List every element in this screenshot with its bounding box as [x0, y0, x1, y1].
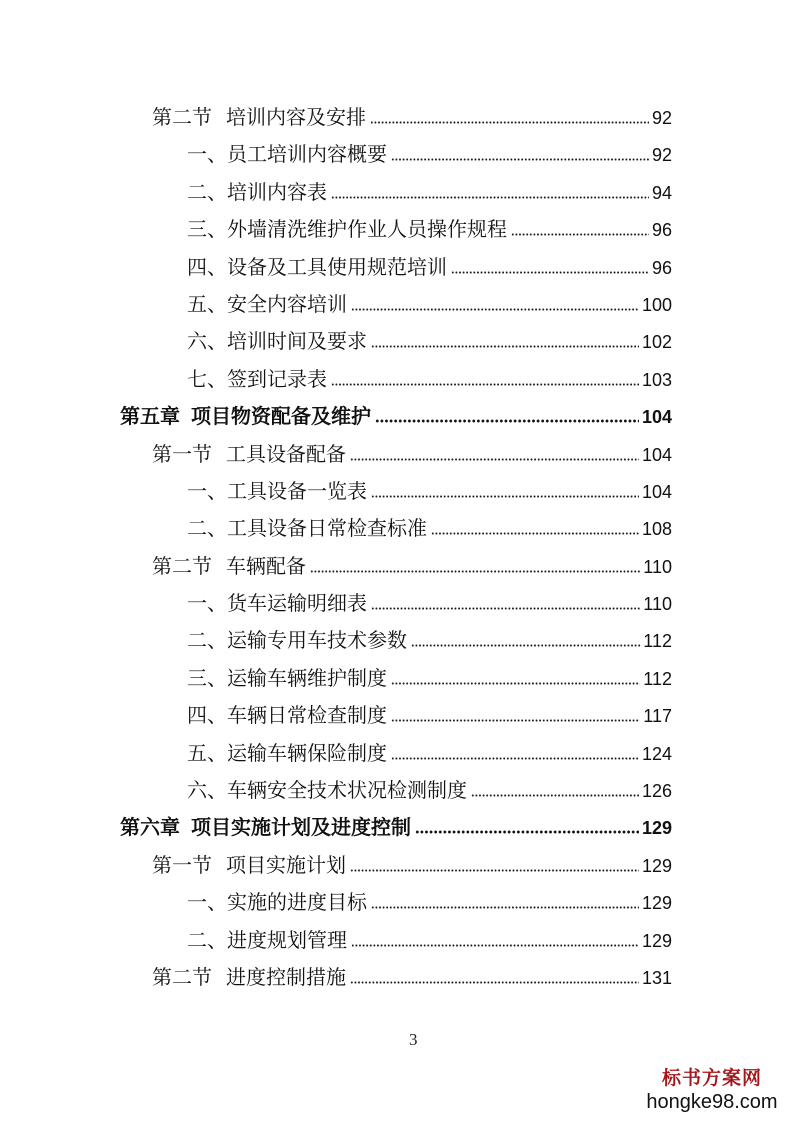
- dot-leader: [511, 233, 649, 236]
- toc-item-entry: [187, 473, 672, 510]
- dot-leader: [391, 719, 640, 722]
- toc-section-entry: [152, 847, 672, 884]
- toc-entry-title: 项目实施计划及进度控制: [191, 815, 411, 840]
- toc-entry-title: 二、运输专用车技术参数: [187, 628, 407, 653]
- toc-entry-page-number: 104: [641, 407, 672, 428]
- toc-entry-title: 二、培训内容表: [187, 179, 327, 204]
- watermark-site: hongke98.com: [646, 1091, 778, 1113]
- dot-leader: [350, 981, 639, 984]
- toc-entry-page-number: 129: [641, 818, 672, 839]
- toc-item-entry: [187, 884, 672, 921]
- toc-entry-label: 第二节: [152, 105, 212, 129]
- toc-item-entry: [187, 136, 672, 173]
- toc-section-entry: [152, 548, 672, 585]
- toc-entry-label: 第一节: [152, 852, 212, 877]
- toc-entry-page-number: 96: [651, 257, 672, 278]
- toc-entry-label: 第六章: [120, 815, 180, 840]
- toc-entry-label: 第二节: [152, 964, 212, 989]
- toc-entry-page-number: 117: [643, 706, 672, 727]
- toc-entry-page-number: 104: [641, 481, 672, 502]
- toc-item-entry: [187, 286, 672, 323]
- toc-entry-page-number: 108: [641, 519, 672, 540]
- dot-leader: [415, 830, 639, 834]
- toc-entry-title: 项目物资配备及维护: [191, 404, 371, 429]
- toc-entry-title: 四、车辆日常检查制度: [187, 703, 387, 728]
- toc-entry-title: 二、进度规划管理: [187, 927, 347, 952]
- toc-chapter-entry: [120, 809, 672, 846]
- toc-entry-title: 二、工具设备日常检查标准: [187, 516, 427, 541]
- toc-entry-title: 三、外墙清洗维护作业人员操作规程: [187, 217, 507, 242]
- dot-leader: [310, 570, 640, 573]
- dot-leader: [351, 944, 639, 947]
- toc-section-entry: [152, 99, 672, 136]
- toc-item-entry: [187, 323, 672, 360]
- toc-entry-label: 第二节: [152, 553, 212, 578]
- dot-leader: [370, 121, 649, 124]
- toc-chapter-entry: [120, 398, 672, 435]
- toc-entry-page-number: 112: [643, 631, 672, 652]
- toc-entry-page-number: 126: [641, 781, 672, 802]
- toc-entry-title: 一、货车运输明细表: [187, 591, 367, 616]
- toc-entry-label: 第五章: [120, 404, 180, 429]
- toc-entry-page-number: 110: [643, 556, 672, 577]
- toc-entry-page-number: 92: [651, 145, 672, 166]
- toc-item-entry: [187, 211, 672, 248]
- toc-entry-page-number: 112: [643, 668, 672, 689]
- toc-entry-title: 一、实施的进度目标: [187, 890, 367, 915]
- dot-leader: [371, 495, 639, 498]
- toc-entry-page-number: 129: [641, 855, 672, 876]
- toc-item-entry: [187, 697, 672, 734]
- site-watermark: [642, 1066, 782, 1114]
- toc-item-entry: [187, 622, 672, 659]
- toc-section-entry: [152, 959, 672, 996]
- dot-leader: [350, 869, 639, 872]
- toc-entry-page-number: 96: [651, 220, 672, 241]
- dot-leader: [451, 271, 649, 274]
- toc-item-entry: [187, 585, 672, 622]
- toc-item-entry: [187, 174, 672, 211]
- dot-leader: [371, 607, 640, 610]
- toc-item-entry: [187, 735, 672, 772]
- toc-entry-page-number: 129: [641, 893, 672, 914]
- toc-entry-title: 项目实施计划: [226, 852, 346, 877]
- toc-entry-title: 培训内容及安排: [226, 105, 366, 129]
- toc-entry-title: 五、运输车辆保险制度: [187, 740, 387, 765]
- toc-entry-page-number: 104: [641, 444, 672, 465]
- table-of-contents: [0, 99, 672, 996]
- toc-section-entry: [152, 436, 672, 473]
- toc-entry-title: 五、安全内容培训: [187, 291, 347, 316]
- toc-item-entry: [187, 660, 672, 697]
- toc-entry-title: 一、工具设备一览表: [187, 478, 367, 503]
- toc-entry-page-number: 103: [641, 369, 672, 390]
- toc-entry-page-number: 94: [651, 182, 672, 203]
- toc-entry-title: 一、员工培训内容概要: [187, 142, 387, 167]
- toc-item-entry: [187, 361, 672, 398]
- dot-leader: [331, 196, 649, 199]
- toc-entry-title: 六、培训时间及要求: [187, 329, 367, 354]
- toc-entry-page-number: 102: [641, 332, 672, 353]
- toc-item-entry: [187, 249, 672, 286]
- toc-entry-title: 四、设备及工具使用规范培训: [187, 254, 447, 279]
- watermark-brand: 标书方案网: [661, 1067, 762, 1089]
- toc-entry-label: 第一节: [152, 441, 212, 466]
- toc-entry-page-number: 92: [651, 108, 672, 128]
- toc-entry-title: 六、车辆安全技术状况检测制度: [187, 778, 467, 803]
- dot-leader: [411, 644, 640, 647]
- dot-leader: [471, 794, 639, 797]
- toc-item-entry: [187, 922, 672, 959]
- toc-entry-page-number: 110: [643, 594, 672, 615]
- dot-leader: [351, 308, 639, 311]
- dot-leader: [371, 345, 639, 348]
- toc-entry-title: 七、签到记录表: [187, 366, 327, 391]
- page-number: 3: [409, 1030, 418, 1049]
- toc-entry-page-number: 129: [641, 930, 672, 951]
- toc-entry-title: 工具设备配备: [226, 441, 346, 466]
- toc-entry-page-number: 100: [641, 294, 672, 315]
- toc-item-entry: [187, 772, 672, 809]
- dot-leader: [391, 757, 639, 760]
- toc-entry-page-number: 124: [641, 743, 672, 764]
- toc-entry-title: 三、运输车辆维护制度: [187, 665, 387, 690]
- toc-item-entry: [187, 510, 672, 547]
- dot-leader: [371, 906, 639, 909]
- toc-entry-title: 车辆配备: [226, 553, 306, 578]
- dot-leader: [391, 682, 640, 685]
- dot-leader: [350, 458, 639, 461]
- toc-entry-page-number: 131: [641, 967, 672, 988]
- dot-leader: [391, 158, 649, 161]
- toc-entry-title: 进度控制措施: [226, 964, 346, 989]
- dot-leader: [375, 419, 639, 423]
- dot-leader: [331, 383, 639, 386]
- dot-leader: [431, 532, 639, 535]
